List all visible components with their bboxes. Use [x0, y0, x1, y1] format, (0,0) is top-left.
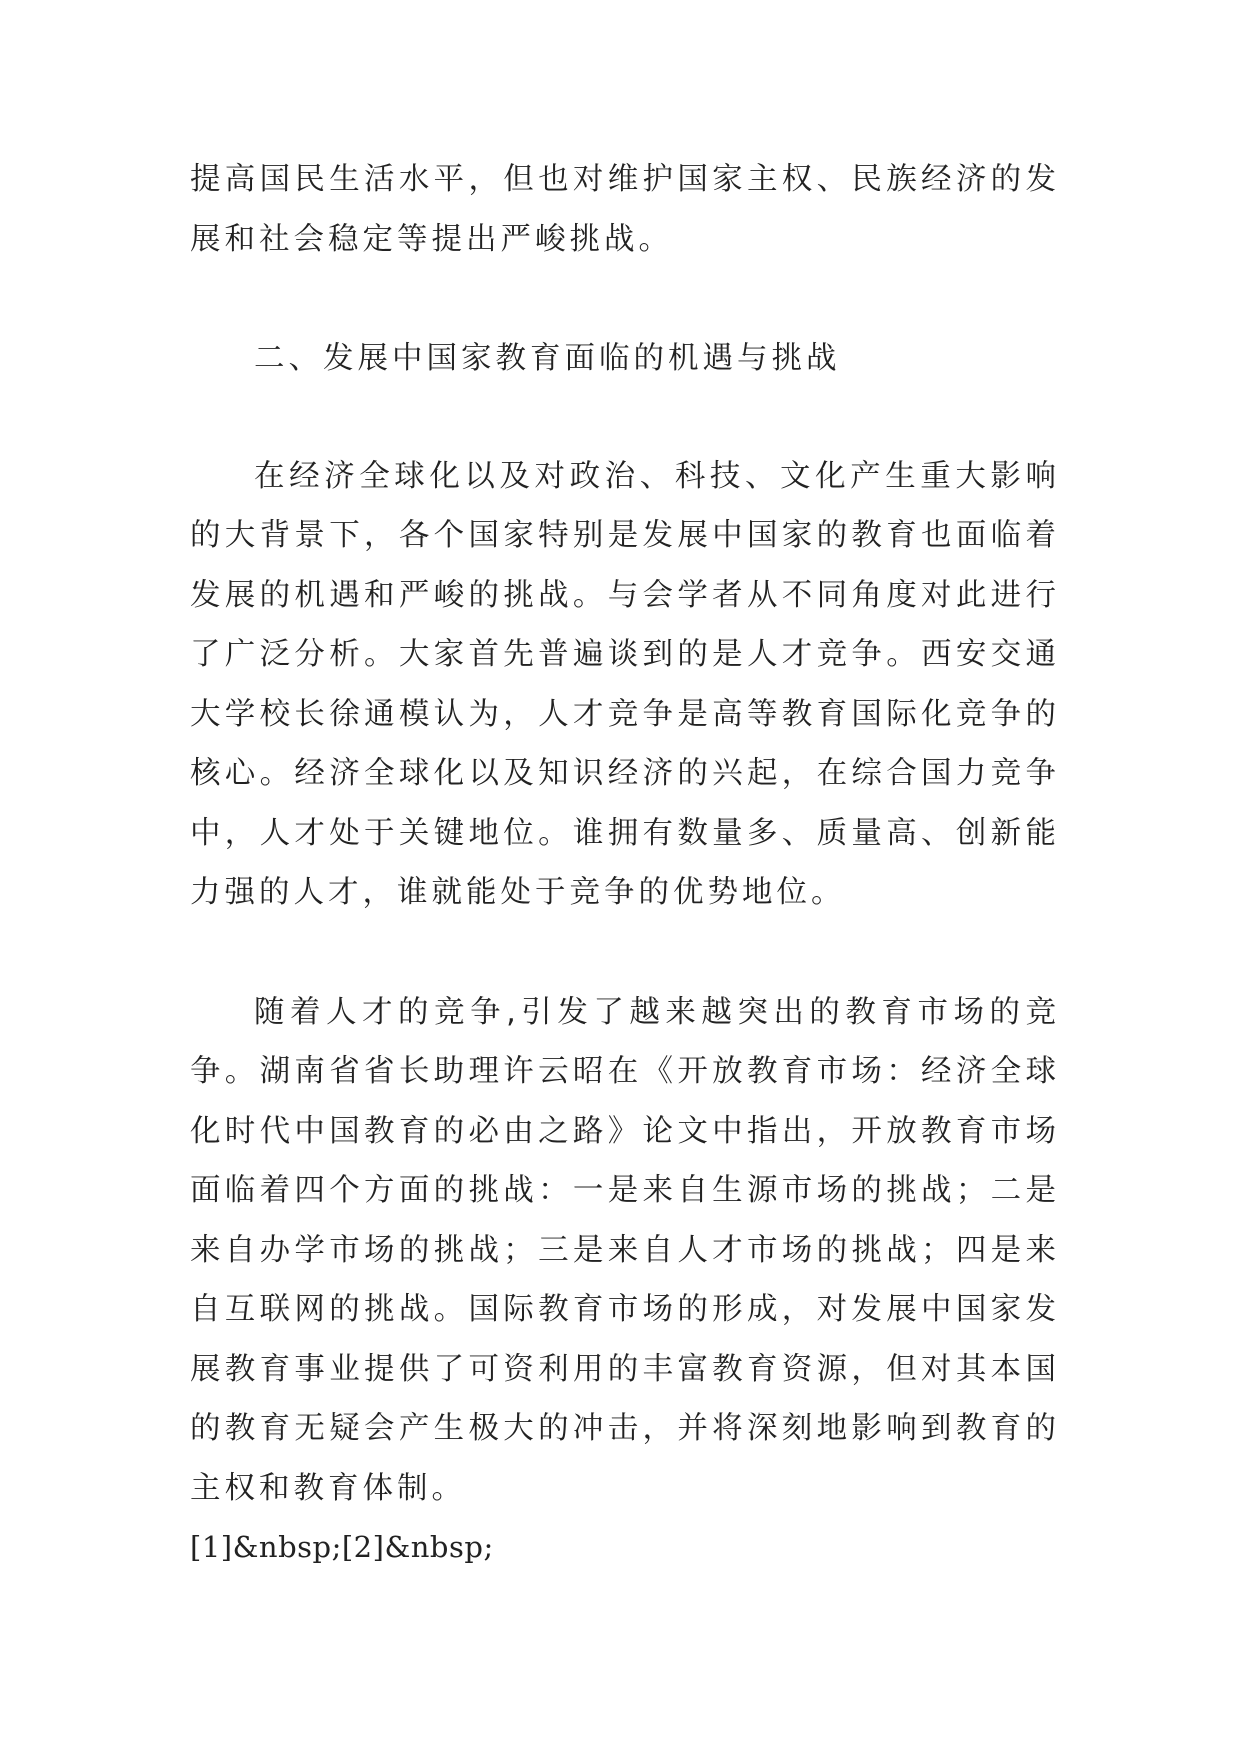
section-heading: 二、发展中国家教育面临的机遇与挑战: [254, 341, 841, 376]
pagination: [190, 1518, 1060, 1578]
paragraph-continuation: 提高国民生活水平，但也对维护国家主权、民族经济的发展和社会稳定等提出严峻挑战。: [190, 162, 1060, 257]
page-link-2[interactable]: [2]&nbsp;: [341, 1530, 494, 1564]
paragraph-education-market: 随着人才的竞争,引发了越来越突出的教育市场的竞争。湖南省省长助理许云昭在《开放教育市场：经济全球化时代中国教育的必由之路》论文中指出，开放教育市场面临着四个方面的挑战：一是来自生源市场的挑战；二是来自办学市场的挑战；三是来自人才市场的挑战；四是来自互联网的挑战。国际教育市场的形成，对发展中国家发展教育事业提供了可资利用的丰富教育资源，但对其本国的教育无疑会产生极大的冲击，并将深刻地影响到教育的主权和教育体制。: [190, 994, 1060, 1506]
page-link-1[interactable]: [1]&nbsp;: [190, 1530, 342, 1564]
paragraph-opportunities: 在经济全球化以及对政治、科技、文化产生重大影响的大背景下，各个国家特别是发展中国家的教育也面临着发展的机遇和严峻的挑战。与会学者从不同角度对此进行了广泛分析。大家首先普遍谈到的是人才竞争。西安交通大学校长徐通模认为，人才竞争是高等教育国际化竞争的核心。经济全球化以及知识经济的兴起，在综合国力竞争中，人才处于关键地位。谁拥有数量多、质量高、创新能力强的人才，谁就能处于竞争的优势地位。: [190, 458, 1060, 910]
document-page: [190, 150, 1060, 1578]
